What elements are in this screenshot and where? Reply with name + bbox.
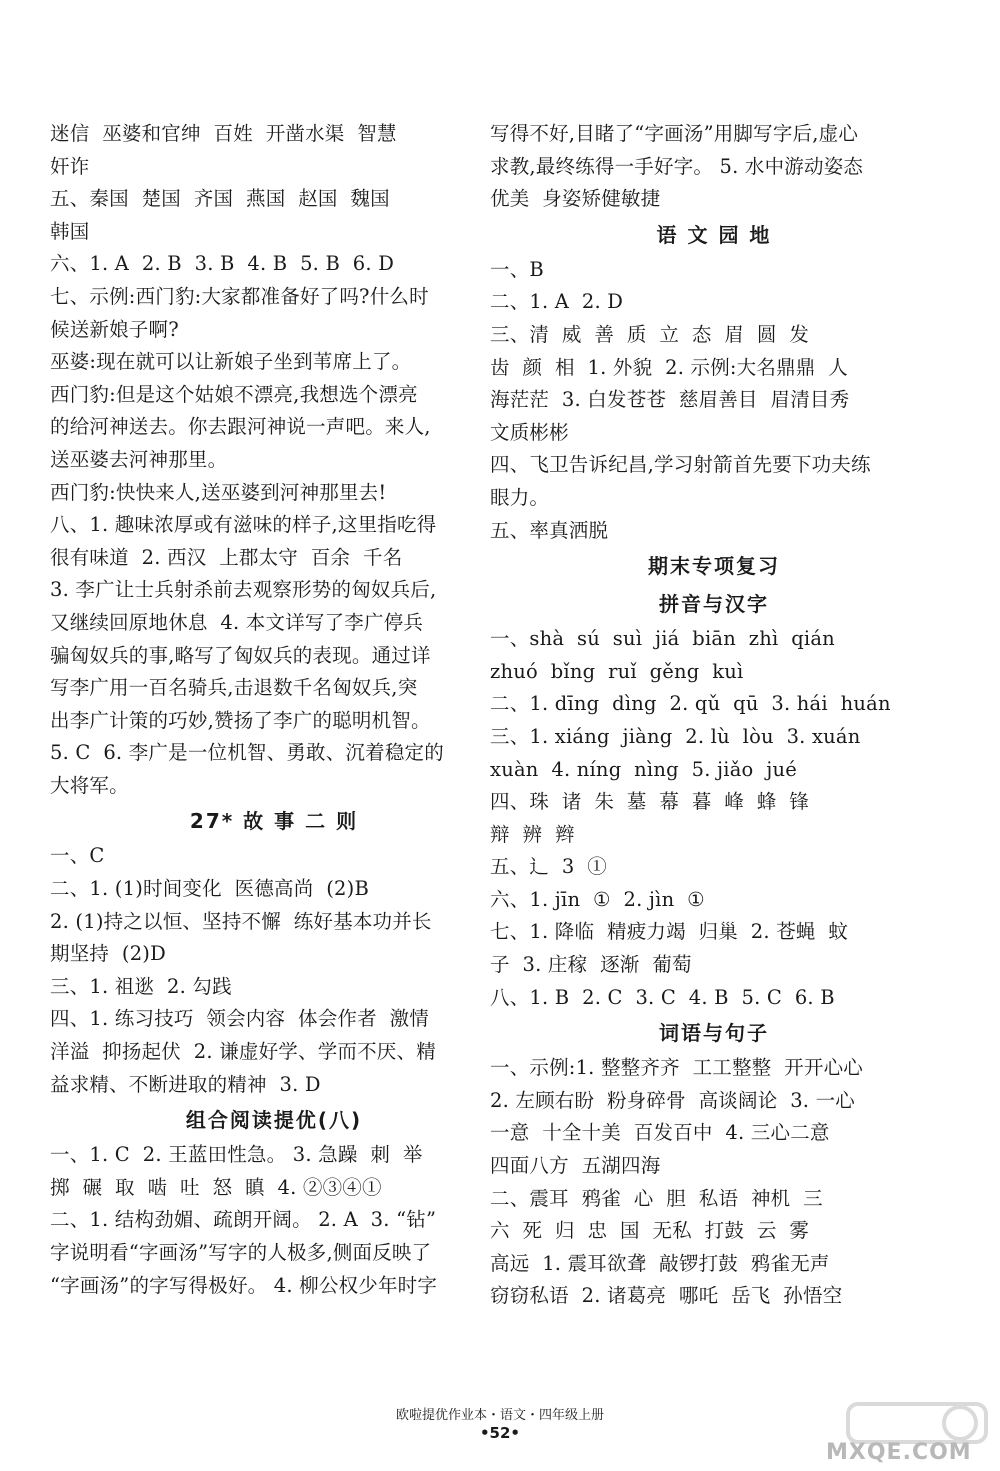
right-text-line: 七、1. 降临 精疲力竭 归巢 2. 苍蝇 蚊	[490, 920, 849, 944]
left-text-line: 很有味道 2. 西汉 上郡太守 百余 千名	[50, 545, 403, 569]
right-text-line: 子 3. 庄稼 逐渐 葡萄	[490, 953, 692, 977]
right-text-line: 五、率真洒脱	[490, 518, 609, 542]
right-text-line: 眼力。	[490, 485, 550, 509]
left-text-line: 七、示例:西门豹:大家都准备好了吗?什么时	[50, 284, 429, 308]
left-text-line: 六、1. A 2. B 3. B 4. B 5. B 6. D	[50, 252, 395, 276]
left-text-line: 字说明看“字画汤”写字的人极多,侧面反映了	[50, 1241, 432, 1264]
left-text-line: 二、1. 结构劲媚、疏朗开阔。 2. A 3. “钻”	[50, 1208, 437, 1232]
left-text-line: 奸诈	[50, 154, 90, 178]
right-text-line: 四、飞卫告诉纪昌,学习射箭首先要下功夫练	[490, 453, 871, 477]
left-text-line: 2. (1)持之以恒、坚持不懈 练好基本功并长	[50, 909, 432, 933]
left-text-line: 益求精、不断进取的精神 3. D	[50, 1072, 321, 1096]
left-text-line: 西门豹:快快来人,送巫婆到河神那里去!	[50, 480, 387, 504]
left-text-line: 写李广用一百名骑兵,击退数千名匈奴兵,突	[50, 676, 418, 700]
left-text-line: 一、C	[50, 844, 105, 868]
right-text-line: 三、清 威 善 质 立 态 眉 圆 发	[490, 322, 810, 346]
page-number: •52•	[479, 1424, 521, 1442]
left-section-title: 组合阅读提优(八)	[185, 1108, 363, 1133]
left-text-line: 八、1. 趣味浓厚或有滋味的样子,这里指吃得	[50, 513, 437, 537]
left-text-line: “字画汤”的字写得极好。 4. 柳公权少年时字	[50, 1273, 438, 1297]
left-text-line: 大将军。	[50, 773, 129, 797]
left-text-line: 出李广计策的巧妙,赞扬了李广的聪明机智。	[50, 708, 431, 732]
right-section-title: 期末专项复习	[648, 554, 780, 579]
right-text-line: 八、1. B 2. C 3. C 4. B 5. C 6. B	[490, 985, 835, 1009]
right-text-line: 二、1. A 2. D	[490, 290, 624, 314]
right-text-line: 二、1. dīng dìng 2. qǔ qū 3. hái huán	[490, 692, 891, 716]
right-text-line: xuàn 4. níng nìng 5. jiǎo jué	[490, 757, 798, 781]
right-text-line: 高远 1. 震耳欲聋 敲锣打鼓 鸦雀无声	[490, 1251, 830, 1275]
right-text-line: 一、示例:1. 整整齐齐 工工整整 开开心心	[490, 1056, 863, 1080]
left-text-line: 五、秦国 楚国 齐国 燕国 赵国 魏国	[50, 187, 390, 211]
left-section-title: 27* 故 事 二 则	[189, 809, 359, 834]
left-text-line: 二、1. (1)时间变化 医德高尚 (2)B	[50, 877, 369, 901]
right-column	[490, 118, 938, 1313]
right-text-line: 三、1. xiáng jiàng 2. lù lòu 3. xuán	[490, 724, 861, 748]
right-text-line: 六 死 归 忠 国 无私 打鼓 云 雾	[490, 1219, 810, 1243]
left-text-line: 四、1. 练习技巧 领会内容 体会作者 激情	[50, 1007, 429, 1031]
left-column	[50, 118, 498, 1302]
left-text-line: 候送新娘子啊?	[50, 317, 179, 341]
right-text-line: 2. 左顾右盼 粉身碎骨 高谈阔论 3. 一心	[490, 1088, 855, 1112]
left-text-line: 3. 李广让士兵射杀前去观察形势的匈奴兵后,	[50, 578, 437, 602]
right-text-line: 窃窃私语 2. 诸葛亮 哪吒 岳飞 孙悟空	[490, 1284, 843, 1308]
right-text-line: 四、珠 诸 朱 墓 幕 暮 峰 蜂 锋	[490, 790, 810, 814]
right-text-line: 一、B	[490, 257, 544, 281]
right-text-line: 齿 颜 相 1. 外貌 2. 示例:大名鼎鼎 人	[490, 355, 848, 379]
footer-series: 欧啦提优作业本・语文・四年级上册	[395, 1408, 604, 1423]
left-text-line: 洋溢 抑扬起伏 2. 谦虚好学、学而不厌、精	[50, 1040, 436, 1064]
left-text-line: 5. C 6. 李广是一位机智、勇敢、沉着稳定的	[50, 741, 444, 765]
right-text-line: 写得不好,目睹了“字画汤”用脚写字后,虚心	[490, 122, 859, 145]
left-text-line: 迷信 巫婆和官绅 百姓 开凿水渠 智慧	[50, 122, 397, 145]
left-text-line: 的给河神送去。你去跟河神说一声吧。来人,	[50, 415, 431, 439]
right-text-line: 文质彬彬	[490, 420, 569, 444]
right-section-title: 拼音与汉字	[659, 592, 769, 617]
right-text-line: 六、1. jīn ① 2. jìn ①	[490, 887, 705, 911]
right-section-title: 词语与句子	[659, 1021, 769, 1046]
right-text-line: 一意 十全十美 百发百中 4. 三心二意	[490, 1121, 830, 1145]
right-text-line: 五、辶 3 ①	[490, 855, 608, 879]
left-text-line: 巫婆:现在就可以让新娘子坐到苇席上了。	[50, 350, 412, 374]
left-text-line: 掷 碾 取 啮 吐 怒 瞋 4. ②③④①	[50, 1175, 382, 1199]
right-text-line: 一、shà sú suì jiá biān zhì qián	[490, 627, 835, 651]
left-text-line: 韩国	[50, 219, 90, 243]
watermark-text: MXQE.COM	[826, 1440, 972, 1465]
right-text-line: 求教,最终练得一手好字。 5. 水中游动姿态	[490, 154, 864, 178]
right-text-line: 二、震耳 鸦雀 心 胆 私语 神机 三	[490, 1186, 823, 1210]
right-text-line: 优美 身姿矫健敏捷	[490, 187, 661, 211]
left-text-line: 又继续回原地休息 4. 本文详写了李广停兵	[50, 610, 424, 634]
left-text-line: 期坚持 (2)D	[50, 942, 166, 966]
right-section-title: 语 文 园 地	[656, 222, 772, 247]
right-text-line: 辩 辨 辫	[490, 822, 575, 846]
right-text-line: 四面八方 五湖四海	[490, 1154, 661, 1178]
left-text-line: 一、1. C 2. 王蓝田性急。 3. 急躁 刺 举	[50, 1143, 423, 1167]
left-text-line: 三、1. 祖逖 2. 勾践	[50, 974, 232, 998]
right-text-line: zhuó bǐng ruǐ gěng kuì	[490, 659, 744, 683]
left-text-line: 西门豹:但是这个姑娘不漂亮,我想选个漂亮	[50, 382, 418, 406]
left-text-line: 送巫婆去河神那里。	[50, 447, 228, 471]
right-text-line: 海茫茫 3. 白发苍苍 慈眉善目 眉清目秀	[490, 388, 850, 412]
left-text-line: 骗匈奴兵的事,略写了匈奴兵的表现。通过详	[50, 643, 431, 667]
